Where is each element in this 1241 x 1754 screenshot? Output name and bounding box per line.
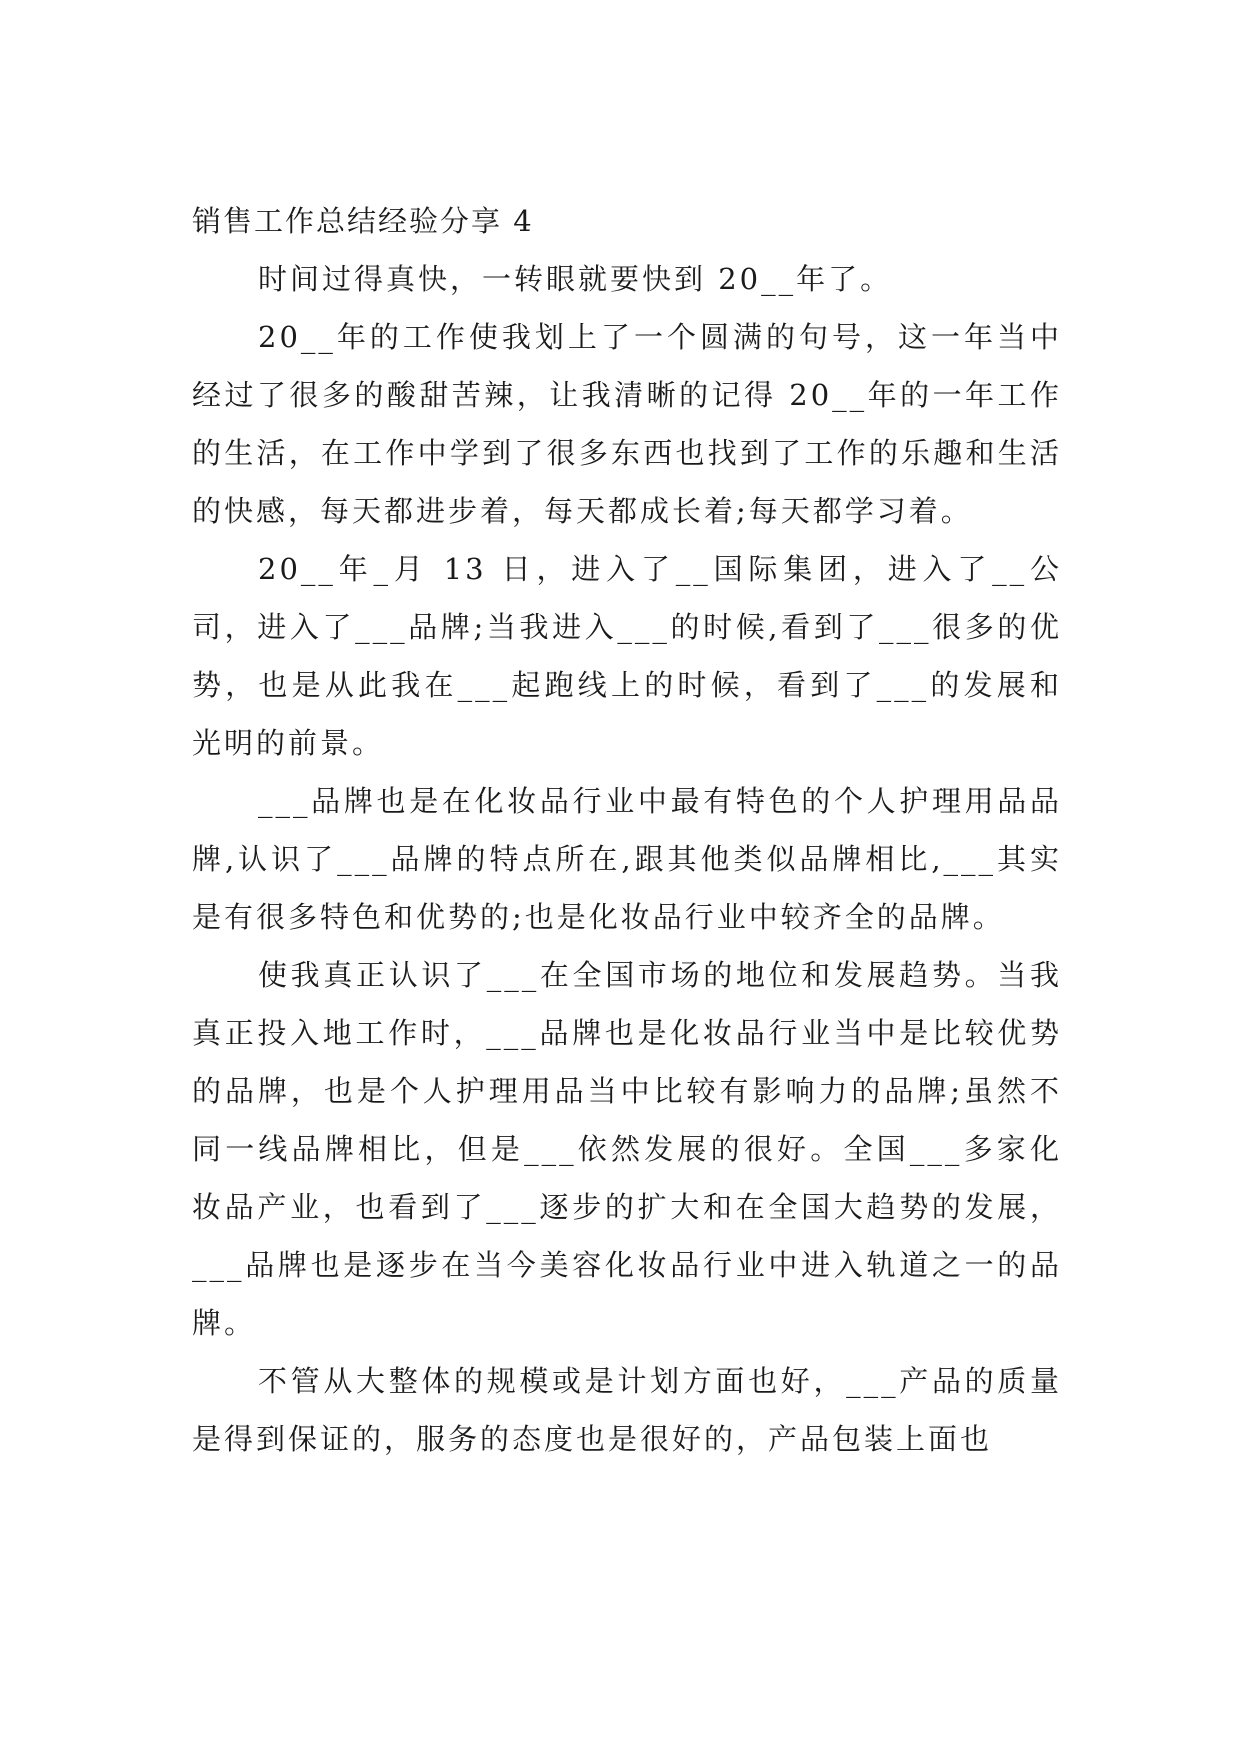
paragraph-3: 20__年_月 13 日，进入了__国际集团，进入了__公司，进入了___品牌;当我进入___的时候,看到了___很多的优势，也是从此我在___起跑线上的时候，看到了___的发展和光明的前景。 [192,552,1062,760]
paragraph-2: 20__年的工作使我划上了一个圆满的句号，这一年当中经过了很多的酸甜苦辣，让我清晰的记得 20__年的一年工作的生活，在工作中学到了很多东西也找到了工作的乐趣和生活的快感，每天都进步着，每天都成长着;每天都学习着。 [192,320,1062,528]
document-body [192,192,1062,1468]
paragraph-4: ___品牌也是在化妆品行业中最有特色的个人护理用品品牌,认识了___品牌的特点所在,跟其他类似品牌相比,___其实是有很多特色和优势的;也是化妆品行业中较齐全的品牌。 [192,784,1062,934]
paragraph-1: 时间过得真快，一转眼就要快到 20__年了。 [258,262,893,296]
paragraph-5: 使我真正认识了___在全国市场的地位和发展趋势。当我真正投入地工作时，___品牌也是化妆品行业当中是比较优势的品牌，也是个人护理用品当中比较有影响力的品牌;虽然不同一线品牌相比，但是___依然发展的很好。全国___多家化妆品产业，也看到了___逐步的扩大和在全国大趋势的发展，___品牌也是逐步在当今美容化妆品行业中进入轨道之一的品牌。 [192,958,1062,1340]
paragraph-6: 不管从大整体的规模或是计划方面也好，___产品的质量是得到保证的，服务的态度也是很好的，产品包装上面也 [192,1364,1062,1456]
document-title: 销售工作总结经验分享 4 [192,204,534,238]
